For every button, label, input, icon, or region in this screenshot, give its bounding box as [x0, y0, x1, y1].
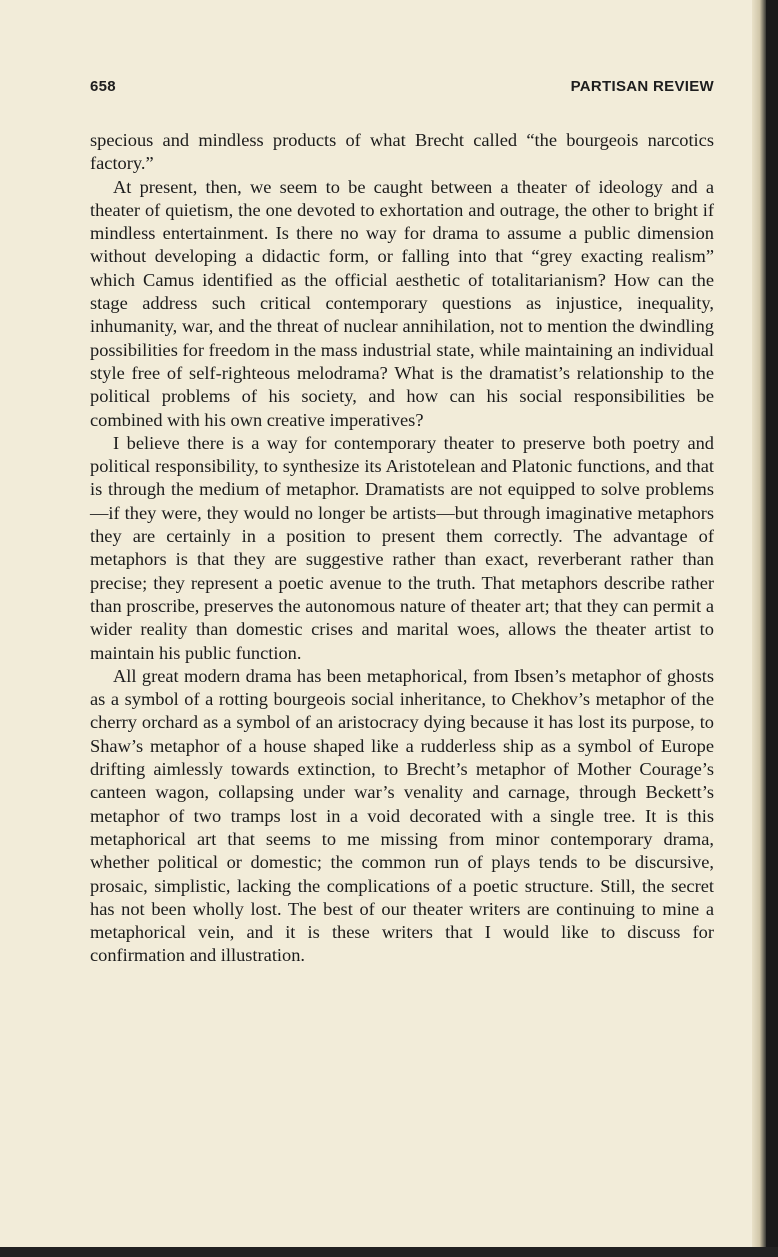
paragraph: I believe there is a way for contemporary theater to preserve both poetry and political responsibility, to synthesize its Aristotelean and Platonic functions, and that is through the medium of metaphor. Dramatists are not equipped to solve problems—if they were, they would no longer be artists—but through imaginative metaphors they are certainly in a position to present them correctly. The advantage of metaphors is that they are suggestive rather than exact, reverberant rather than precise; they represent a poetic avenue to the truth. That metaphors describe rather than proscribe, preserves the autonomous nature of theater art; that they can permit a wider reality than domestic crises and marital woes, allows the theater artist to maintain his public function. [90, 432, 714, 663]
journal-title: PARTISAN REVIEW [570, 78, 714, 95]
page-number: 658 [90, 78, 116, 95]
article-body [90, 129, 714, 968]
page-bottom-edge [0, 1247, 778, 1257]
paragraph-continued: specious and mindless products of what Brecht called “the bourgeois narcotics factory.” [90, 130, 714, 174]
running-head [90, 78, 714, 98]
page-binding-edge [752, 0, 766, 1247]
paragraph: At present, then, we seem to be caught between a theater of ideology and a theater of quietism, the one devoted to exhortation and outrage, the other to bright if mindless entertainment. Is there no way for drama to assume a public dimension without developing a didactic form, or falling into that “grey exacting realism” which Camus identified as the official aesthetic of totalitarianism? How can the stage address such critical contemporary questions as injustice, inequality, inhumanity, war, and the threat of nuclear annihilation, not to mention the dwindling possibilities for freedom in the mass industrial state, while maintaining an individual style free of self-righteous melodrama? What is the dramatist’s relationship to the political problems of his society, and how can his social responsibilities be combined with his own creative imperatives? [90, 176, 714, 430]
paragraph: All great modern drama has been metaphorical, from Ibsen’s metaphor of ghosts as a symbol of a rotting bourgeois social inheritance, to Chekhov’s metaphor of the cherry orchard as a symbol of an aristocracy dying because it has lost its purpose, to Shaw’s metaphor of a house shaped like a rudderless ship as a symbol of Europe drifting aimlessly towards extinction, to Brecht’s metaphor of Mother Courage’s canteen wagon, collapsing under war’s venality and carnage, through Beckett’s metaphor of two tramps lost in a void decorated with a single tree. It is this metaphorical art that seems to me missing from minor contemporary drama, whether political or domestic; the common run of plays tends to be discursive, prosaic, simplistic, lacking the complications of a poetic structure. Still, the secret has not been wholly lost. The best of our theater writers are continuing to mine a metaphorical vein, and it is these writers that I would like to discuss for confirmation and illustration. [90, 665, 714, 966]
